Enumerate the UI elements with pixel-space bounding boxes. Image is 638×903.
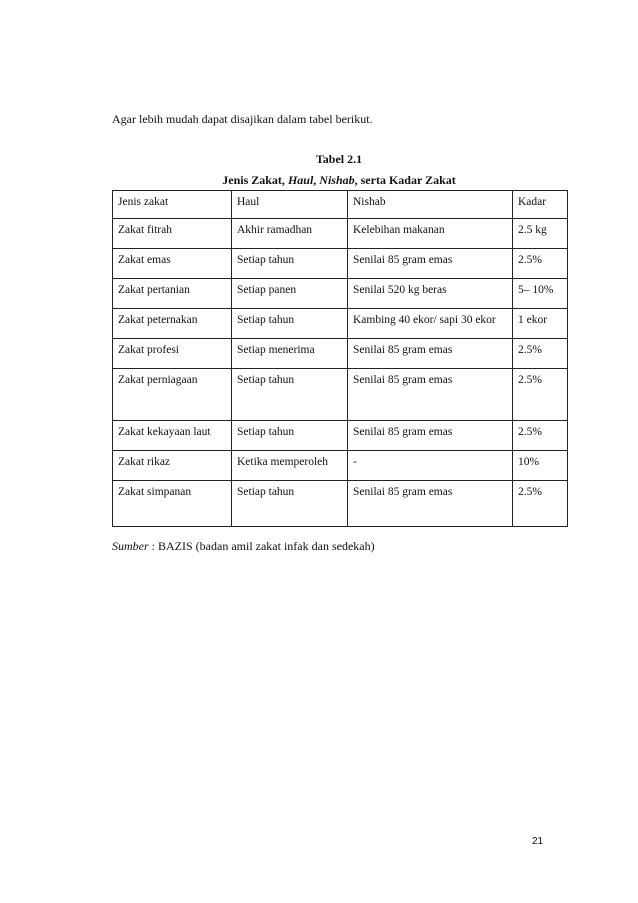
cell-nishab: Senilai 85 gram emas [348, 421, 513, 451]
cell-haul: Setiap tahun [232, 309, 348, 339]
header-kadar: Kadar [513, 191, 568, 219]
cell-kadar: 10% [513, 451, 568, 481]
cell-jenis: Zakat perniagaan [113, 369, 232, 421]
cell-kadar: 2.5% [513, 339, 568, 369]
cell-kadar: 2.5% [513, 249, 568, 279]
cell-haul: Akhir ramadhan [232, 219, 348, 249]
table-title [112, 173, 566, 188]
cell-nishab: - [348, 451, 513, 481]
cell-kadar: 2.5% [513, 481, 568, 527]
cell-kadar: 2.5% [513, 369, 568, 421]
table-row [113, 309, 568, 339]
table-row [113, 339, 568, 369]
cell-haul: Setiap tahun [232, 369, 348, 421]
cell-haul: Setiap tahun [232, 249, 348, 279]
cell-haul: Ketika memperoleh [232, 451, 348, 481]
cell-jenis: Zakat kekayaan laut [113, 421, 232, 451]
table-row [113, 369, 568, 421]
table-title-comma: , [313, 173, 320, 187]
intro-paragraph: Agar lebih mudah dapat disajikan dalam tabel berikut. [112, 112, 373, 126]
cell-haul: Setiap menerima [232, 339, 348, 369]
table-row [113, 421, 568, 451]
cell-jenis: Zakat emas [113, 249, 232, 279]
table-source [112, 539, 375, 554]
cell-nishab: Senilai 85 gram emas [348, 249, 513, 279]
cell-kadar: 2.5 kg [513, 219, 568, 249]
table-title-prefix: Jenis Zakat, [222, 173, 288, 187]
cell-nishab: Senilai 85 gram emas [348, 339, 513, 369]
cell-nishab: Kelebihan makanan [348, 219, 513, 249]
table-title-haul: Haul [287, 173, 314, 187]
cell-haul: Setiap tahun [232, 481, 348, 527]
cell-nishab: Kambing 40 ekor/ sapi 30 ekor [348, 309, 513, 339]
source-label: Sumber [112, 539, 149, 553]
cell-nishab: Senilai 85 gram emas [348, 369, 513, 421]
table-title-suffix: , serta Kadar Zakat [354, 173, 456, 187]
source-text: : BAZIS (badan amil zakat infak dan sedekah) [148, 539, 375, 553]
cell-nishab: Senilai 520 kg beras [348, 279, 513, 309]
table-number: Tabel 2.1 [315, 152, 363, 166]
cell-jenis: Zakat rikaz [113, 451, 232, 481]
cell-kadar: 5– 10% [513, 279, 568, 309]
cell-haul: Setiap panen [232, 279, 348, 309]
header-haul: Haul [232, 191, 348, 219]
cell-jenis: Zakat peternakan [113, 309, 232, 339]
table-row [113, 451, 568, 481]
header-nishab: Nishab [348, 191, 513, 219]
page-number: 21 [532, 836, 544, 847]
table-row [113, 279, 568, 309]
table-title-nishab: Nishab [319, 173, 355, 187]
cell-haul: Setiap tahun [232, 421, 348, 451]
table-header-row [113, 191, 568, 219]
cell-kadar: 2.5% [513, 421, 568, 451]
header-jenis-zakat: Jenis zakat [113, 191, 232, 219]
zakat-table [112, 190, 568, 527]
cell-kadar: 1 ekor [513, 309, 568, 339]
cell-jenis: Zakat simpanan [113, 481, 232, 527]
cell-jenis: Zakat pertanian [113, 279, 232, 309]
cell-nishab: Senilai 85 gram emas [348, 481, 513, 527]
cell-jenis: Zakat profesi [113, 339, 232, 369]
table-row [113, 249, 568, 279]
cell-jenis: Zakat fitrah [113, 219, 232, 249]
table-row [113, 481, 568, 527]
table-row [113, 219, 568, 249]
